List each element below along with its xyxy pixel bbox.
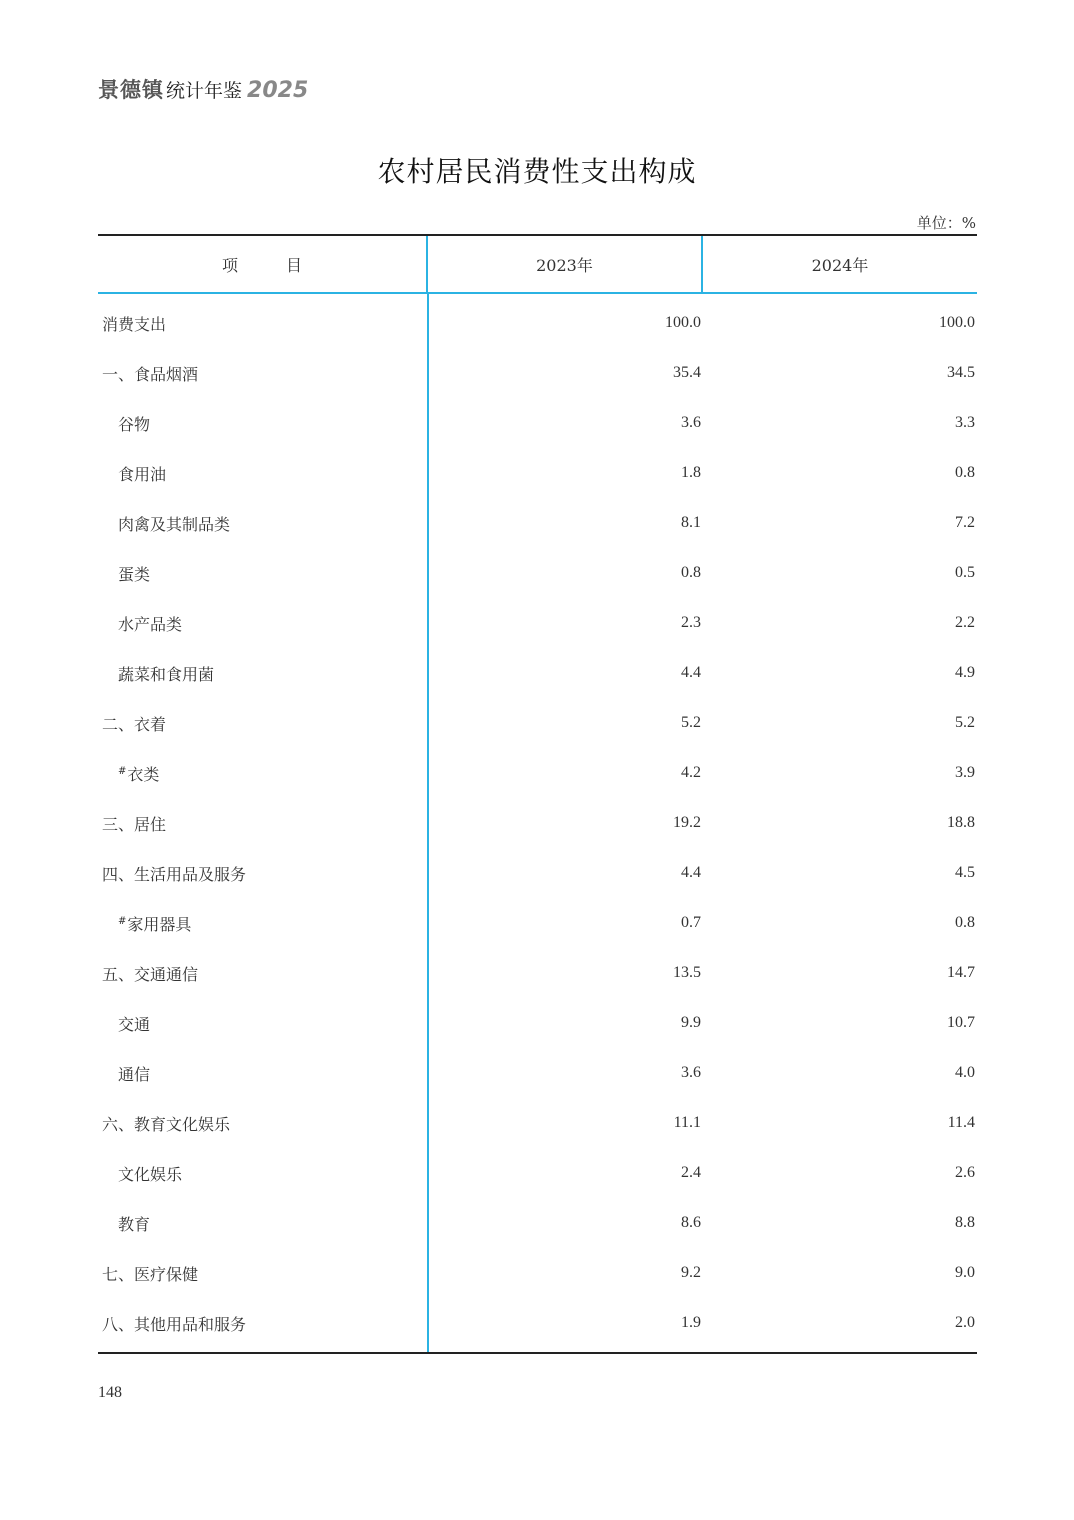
table-row bbox=[98, 798, 977, 848]
value-2023: 13.5 bbox=[673, 964, 701, 981]
row-label-text: 谷物 bbox=[118, 414, 151, 434]
header-2023: 2023年 bbox=[428, 236, 703, 292]
value-2024: 9.0 bbox=[955, 1264, 975, 1281]
value-2023: 3.6 bbox=[681, 1064, 701, 1081]
row-label bbox=[98, 312, 428, 335]
value-2023: 2.3 bbox=[681, 614, 701, 631]
value-2023: 100.0 bbox=[665, 314, 701, 331]
value-2024: 14.7 bbox=[947, 964, 975, 981]
value-2024: 2.2 bbox=[955, 614, 975, 631]
table-header-row bbox=[98, 236, 977, 294]
row-label-text: 二、衣着 bbox=[102, 714, 167, 734]
row-label-text: 水产品类 bbox=[118, 614, 183, 634]
table-row bbox=[98, 548, 977, 598]
row-label-text: 蛋类 bbox=[118, 564, 151, 584]
value-2024: 34.5 bbox=[947, 364, 975, 381]
row-label-text: 一、食品烟酒 bbox=[102, 364, 199, 384]
header-2024: 2024年 bbox=[811, 255, 869, 275]
value-2024: 4.9 bbox=[955, 664, 975, 681]
table-row bbox=[98, 298, 977, 348]
table-row bbox=[98, 998, 977, 1048]
row-label bbox=[98, 412, 428, 435]
value-2024: 18.8 bbox=[947, 814, 975, 831]
row-label-text: 肉禽及其制品类 bbox=[118, 514, 231, 534]
row-label-text: 八、其他用品和服务 bbox=[102, 1314, 247, 1334]
row-label-text: 蔬菜和食用菌 bbox=[118, 664, 215, 684]
table-row bbox=[98, 1048, 977, 1098]
row-label bbox=[98, 362, 428, 385]
value-2024: 2.0 bbox=[955, 1314, 975, 1331]
value-2024: 8.8 bbox=[955, 1214, 975, 1231]
row-label bbox=[98, 862, 428, 885]
subitem-mark: # bbox=[118, 915, 127, 927]
value-2024: 4.5 bbox=[955, 864, 975, 881]
table-row bbox=[98, 1098, 977, 1148]
row-label bbox=[98, 812, 428, 835]
page-number: 148 bbox=[98, 1384, 122, 1401]
value-2024: 5.2 bbox=[955, 714, 975, 731]
value-2024: 0.5 bbox=[955, 564, 975, 581]
value-2023: 9.2 bbox=[681, 1264, 701, 1281]
table-bottom-rule bbox=[98, 1352, 977, 1354]
value-2023: 0.8 bbox=[681, 564, 701, 581]
value-2023: 5.2 bbox=[681, 714, 701, 731]
value-2023: 1.8 bbox=[681, 464, 701, 481]
subitem-mark: # bbox=[118, 765, 127, 777]
row-label bbox=[98, 1162, 428, 1185]
table-row bbox=[98, 1148, 977, 1198]
header-item: 项 目 bbox=[98, 236, 428, 292]
value-2023: 9.9 bbox=[681, 1014, 701, 1031]
table-body bbox=[98, 294, 977, 1352]
table-row bbox=[98, 1298, 977, 1348]
row-label bbox=[98, 712, 428, 735]
row-label bbox=[98, 512, 428, 535]
row-label bbox=[98, 1262, 428, 1285]
row-label-text: 七、医疗保健 bbox=[102, 1264, 199, 1284]
value-2024: 2.6 bbox=[955, 1164, 975, 1181]
yearbook-name: 统计年鉴 bbox=[166, 80, 243, 102]
value-2023: 35.4 bbox=[673, 364, 701, 381]
value-2023: 4.4 bbox=[681, 664, 701, 681]
table-row bbox=[98, 648, 977, 698]
row-label bbox=[98, 762, 428, 785]
row-label bbox=[98, 562, 428, 585]
value-2024: 4.0 bbox=[955, 1064, 975, 1081]
value-2024: 11.4 bbox=[947, 1114, 975, 1131]
value-2023: 4.4 bbox=[681, 864, 701, 881]
running-head bbox=[98, 74, 308, 104]
row-label bbox=[98, 1312, 428, 1335]
row-label-text: 家用器具 bbox=[127, 914, 192, 934]
row-label bbox=[98, 1212, 428, 1235]
table-row bbox=[98, 698, 977, 748]
row-label-text: 食用油 bbox=[118, 464, 167, 484]
row-label bbox=[98, 1112, 428, 1135]
value-2023: 2.4 bbox=[681, 1164, 701, 1181]
value-2024: 100.0 bbox=[939, 314, 975, 331]
row-label-text: 六、教育文化娱乐 bbox=[102, 1114, 231, 1134]
row-label bbox=[98, 1012, 428, 1035]
table-row bbox=[98, 598, 977, 648]
value-2024: 10.7 bbox=[947, 1014, 975, 1031]
value-2023: 0.7 bbox=[681, 914, 701, 931]
page-title: 农村居民消费性支出构成 bbox=[377, 155, 697, 188]
row-label-text: 四、生活用品及服务 bbox=[102, 864, 247, 884]
unit-label: 单位：% bbox=[916, 214, 976, 232]
row-label bbox=[98, 612, 428, 635]
row-label-text: 文化娱乐 bbox=[118, 1164, 183, 1184]
row-label bbox=[98, 662, 428, 685]
row-label-text: 三、居住 bbox=[102, 814, 167, 834]
table-row bbox=[98, 1248, 977, 1298]
row-label bbox=[98, 912, 428, 935]
expenditure-table bbox=[98, 234, 977, 1354]
value-2024: 0.8 bbox=[955, 464, 975, 481]
row-label-text: 交通 bbox=[118, 1014, 151, 1034]
value-2023: 1.9 bbox=[681, 1314, 701, 1331]
row-label-text: 衣类 bbox=[127, 764, 160, 784]
value-2024: 3.9 bbox=[955, 764, 975, 781]
yearbook-brand: 景德镇 bbox=[98, 78, 164, 102]
row-label bbox=[98, 962, 428, 985]
row-label-text: 消费支出 bbox=[102, 314, 167, 334]
row-label bbox=[98, 1062, 428, 1085]
table-row bbox=[98, 898, 977, 948]
table-row bbox=[98, 848, 977, 898]
value-2023: 11.1 bbox=[673, 1114, 701, 1131]
table-row bbox=[98, 1198, 977, 1248]
table-row bbox=[98, 948, 977, 998]
value-2023: 19.2 bbox=[673, 814, 701, 831]
value-2024: 3.3 bbox=[955, 414, 975, 431]
value-2023: 3.6 bbox=[681, 414, 701, 431]
row-label-text: 教育 bbox=[118, 1214, 151, 1234]
value-2023: 4.2 bbox=[681, 764, 701, 781]
table-row bbox=[98, 748, 977, 798]
value-2023: 8.6 bbox=[681, 1214, 701, 1231]
value-2023: 8.1 bbox=[681, 514, 701, 531]
table-row bbox=[98, 498, 977, 548]
yearbook-year: 2025 bbox=[247, 78, 309, 103]
table-row bbox=[98, 398, 977, 448]
table-row bbox=[98, 448, 977, 498]
value-2024: 7.2 bbox=[955, 514, 975, 531]
table-row bbox=[98, 348, 977, 398]
row-label-text: 五、交通通信 bbox=[102, 964, 199, 984]
value-2024: 0.8 bbox=[955, 914, 975, 931]
row-label bbox=[98, 462, 428, 485]
row-label-text: 通信 bbox=[118, 1064, 151, 1084]
